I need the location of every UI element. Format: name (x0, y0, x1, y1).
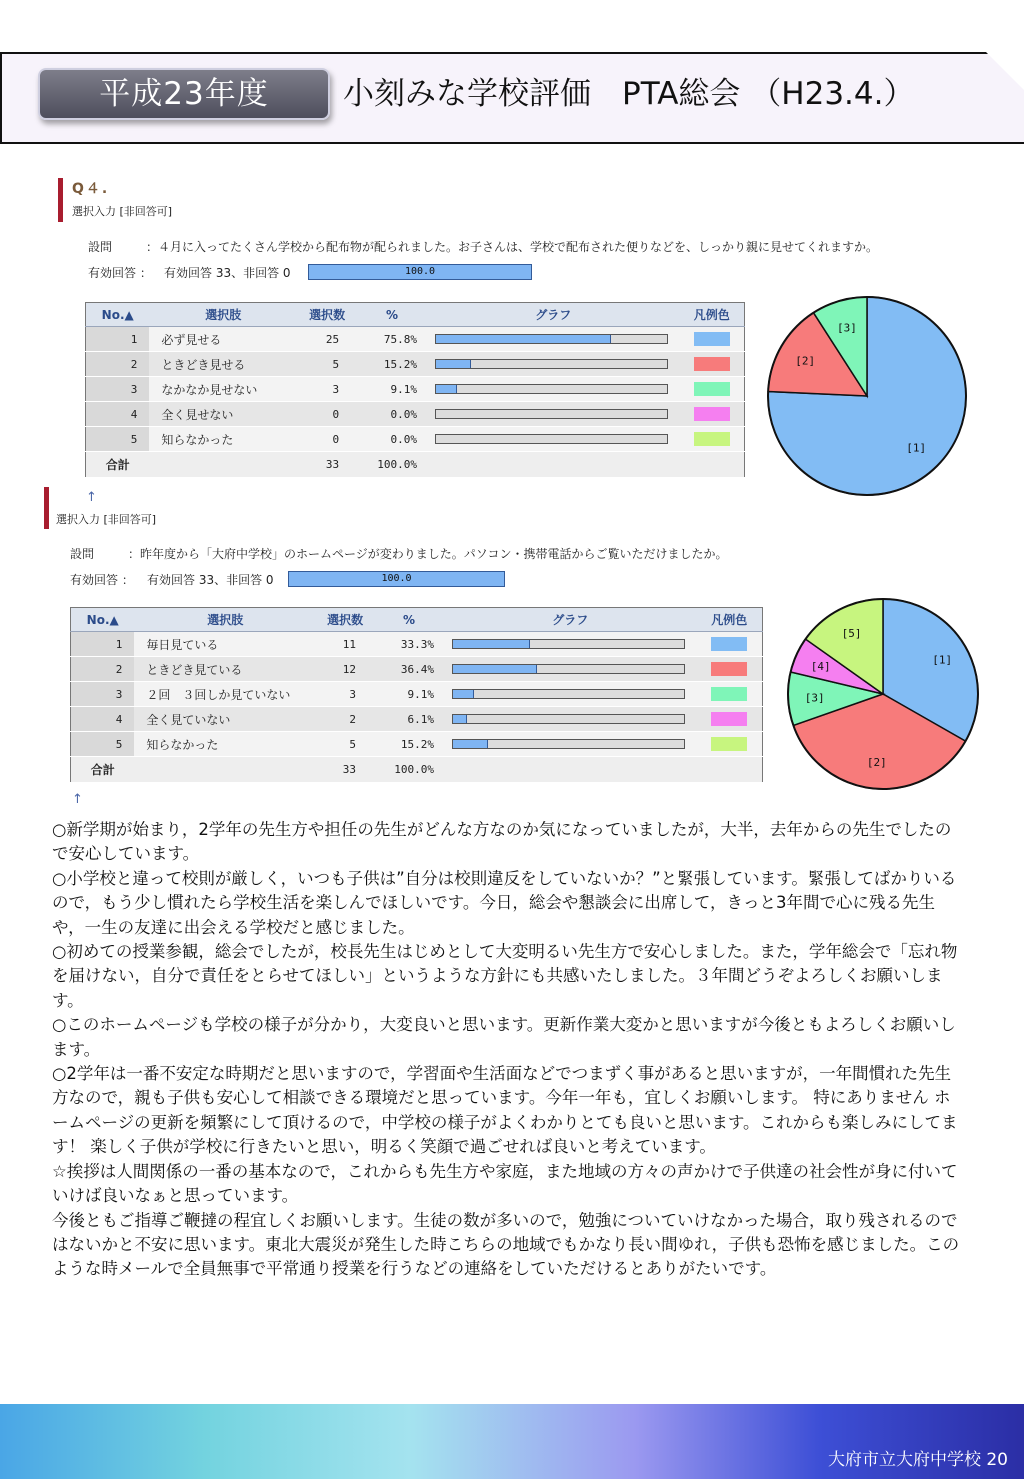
row-no: 3 (71, 682, 135, 707)
total-label: 合計 (86, 452, 150, 478)
row-choice: 毎日見ている (134, 632, 316, 657)
comment-paragraph: ○小学校と違って校則が厳しく，いつも子供は”自分は校則違反をしていないか？”と緊張しています。緊張してばかりいるので，もう少し慣れたら学校生活を楽しんでほしいです。今日，総会や懇談会に出席して，きっと3年間で心に残る先生や，一生の友達に出会える学校だと感じました。 (52, 868, 957, 937)
pie-label-3: [3] (804, 691, 825, 705)
row-legend (697, 632, 763, 657)
row-no: 5 (71, 732, 135, 757)
row-graph (444, 682, 697, 707)
graph-bar (452, 714, 685, 724)
row-graph (444, 632, 697, 657)
col-count-header[interactable]: 選択数 (316, 608, 374, 632)
row-no: 4 (71, 707, 135, 732)
graph-bar-fill (436, 385, 457, 393)
row-percent: 33.3% (374, 632, 444, 657)
parent-comments (52, 818, 964, 1282)
q2-valid-bar: 100.0 (288, 571, 505, 587)
table-row (86, 377, 745, 402)
q1-result-table (85, 302, 745, 478)
year-badge: 平成23年度 (38, 68, 330, 120)
col-graph-header: グラフ (444, 608, 697, 632)
pie-label-1: [1] (906, 441, 927, 455)
comment-paragraph: ○このホームページも学校の様子が分かり，大変良いと思います。更新作業大変かと思いますが今後ともよろしくお願いします。 (52, 1015, 956, 1059)
legend-swatch (694, 382, 730, 396)
row-count: 3 (316, 682, 374, 707)
row-choice: 必ず見せる (149, 327, 297, 352)
total-count: 33 (316, 757, 374, 783)
row-graph (427, 402, 680, 427)
row-no: 2 (71, 657, 135, 682)
q1-question-label: 設問 (88, 240, 113, 254)
col-no-header[interactable]: No.▲ (71, 608, 135, 632)
graph-bar-fill (453, 690, 474, 698)
col-choice-header[interactable]: 選択肢 (149, 303, 297, 327)
row-graph (427, 352, 680, 377)
pie-label-2: [2] (866, 756, 887, 770)
total-empty (444, 757, 697, 783)
q2-back-to-top-arrow[interactable]: ↑ (72, 792, 83, 807)
pie-label-5: [5] (841, 627, 862, 641)
total-percent: 100.0% (357, 452, 427, 478)
legend-swatch (711, 687, 747, 701)
row-choice: ときどき見ている (134, 657, 316, 682)
q1-number: Q４. (72, 181, 110, 197)
q1-back-to-top-arrow[interactable]: ↑ (86, 490, 97, 505)
table-row (71, 657, 763, 682)
graph-bar (452, 639, 685, 649)
col-legend-header: 凡例色 (680, 303, 745, 327)
pie-label-1: [1] (932, 653, 953, 667)
col-pct-header[interactable]: % (374, 608, 444, 632)
row-count: 0 (297, 427, 357, 452)
row-percent: 15.2% (357, 352, 427, 377)
table-header-row (86, 303, 745, 327)
col-choice-header[interactable]: 選択肢 (134, 608, 316, 632)
total-empty (427, 452, 680, 478)
row-count: 2 (316, 707, 374, 732)
row-legend (680, 352, 745, 377)
q2-marker-bar (44, 487, 49, 529)
footer-band (0, 1404, 1024, 1479)
pie-label-2: [2] (795, 354, 816, 368)
comment-paragraph: 今後ともご指導ご鞭撻の程宜しくお願いします。生徒の数が多いので，勉強についていけなかった場合，取り残されるのではないかと不安に思います。東北大震災が発生した時こちらの地域でもかなり長い間ゆれ，子供も恐怖を感じました。このような時メールで全員無事で平常通り授業を行うなどの連絡をしていただけるとありがたいです。 (52, 1210, 960, 1279)
q2-valid-text: 有効回答 33、非回答 0 (147, 573, 274, 587)
row-legend (697, 682, 763, 707)
row-choice: ときどき見せる (149, 352, 297, 377)
pie-label-3: [3] (836, 321, 857, 335)
legend-swatch (694, 357, 730, 371)
q1-valid-label: 有効回答 ： (88, 266, 152, 280)
total-count: 33 (297, 452, 357, 478)
table-row (86, 402, 745, 427)
row-legend (697, 707, 763, 732)
legend-swatch (694, 407, 730, 421)
col-graph-header: グラフ (427, 303, 680, 327)
col-count-header[interactable]: 選択数 (297, 303, 357, 327)
graph-bar-fill (436, 335, 611, 343)
q1-question: ：４月に入ってたくさん学校から配布物が配られました。お子さんは、学校で配布された便りなどを、しっかり親に見せてくれますか。 (146, 240, 879, 254)
q1-type: 選択入力 [非回答可] (72, 205, 173, 218)
col-pct-header[interactable]: % (357, 303, 427, 327)
row-graph (444, 732, 697, 757)
header-banner (0, 52, 1024, 144)
graph-bar (435, 359, 668, 369)
row-count: 3 (297, 377, 357, 402)
q1-pie-chart (764, 293, 970, 499)
graph-bar (435, 409, 668, 419)
row-legend (680, 377, 745, 402)
graph-bar (452, 664, 685, 674)
table-total-row (71, 757, 763, 783)
col-no-header[interactable]: No.▲ (86, 303, 150, 327)
row-count: 5 (297, 352, 357, 377)
row-choice: なかなか見せない (149, 377, 297, 402)
row-choice: 知らなかった (134, 732, 316, 757)
comment-paragraph: ○初めての授業参観，総会でしたが，校長先生はじめとして大変明るい先生方で安心しました。また，学年総会で「忘れ物を届けない，自分で責任をとらせてほしい」というような方針にも共感いたしました。３年間どうぞよろしくお願いします。 (52, 942, 958, 1010)
legend-swatch (711, 662, 747, 676)
graph-bar-fill (453, 740, 488, 748)
row-choice: 知らなかった (149, 427, 297, 452)
q2-question: ：昨年度から「大府中学校」のホームページが変わりました。パソコン・携帯電話からご覧いただけましたか。 (128, 547, 728, 561)
q2-result-table (70, 607, 763, 783)
col-legend-header: 凡例色 (697, 608, 763, 632)
legend-swatch (711, 737, 747, 751)
q2-pie-chart (782, 596, 984, 792)
legend-swatch (711, 712, 747, 726)
footer-school-page: 大府市立大府中学校 20 (827, 1450, 1008, 1470)
total-empty (134, 757, 316, 783)
q2-type: 選択入力 [非回答可] (56, 513, 157, 526)
row-no: 4 (86, 402, 150, 427)
q1-marker-bar (58, 178, 63, 222)
row-percent: 15.2% (374, 732, 444, 757)
row-legend (697, 657, 763, 682)
row-no: 5 (86, 427, 150, 452)
q2-question-label: 設問 (70, 547, 95, 561)
legend-swatch (711, 637, 747, 651)
total-label: 合計 (71, 757, 135, 783)
total-empty (149, 452, 297, 478)
graph-bar (435, 434, 668, 444)
row-graph (427, 427, 680, 452)
row-percent: 0.0% (357, 427, 427, 452)
total-empty (697, 757, 763, 783)
comment-paragraph: ○新学期が始まり，2学年の先生方や担任の先生がどんな方なのか気になっていましたが，大半，去年からの先生でしたので安心しています。 (52, 820, 952, 864)
table-row (71, 707, 763, 732)
table-row (86, 327, 745, 352)
header-corner-cut (986, 52, 1024, 92)
row-no: 1 (86, 327, 150, 352)
legend-swatch (694, 332, 730, 346)
page-title: 小刻みな学校評価 PTA総会 （H23.4.） (343, 76, 915, 112)
q2-valid-label: 有効回答 ： (70, 573, 134, 587)
table-row (86, 427, 745, 452)
row-graph (427, 377, 680, 402)
row-count: 11 (316, 632, 374, 657)
graph-bar-fill (453, 665, 537, 673)
comment-paragraph: ○2学年は一番不安定な時期だと思いますので，学習面や生活面などでつまずく事があると思いますが，一年間慣れた先生方なので，親も子供も安心して相談できる環境だと思っています。今年一年も，宜しくお願いします。 特にありません ホームページの更新を頻繁にして頂けるので，中学校の様子がよくわかりとても良いと思います。これからも楽しみにしてます！ 楽しく子供が学校に行きたいと思い，明るく笑顔で過ごせれば良いと考えています。 (52, 1064, 958, 1157)
row-percent: 9.1% (374, 682, 444, 707)
graph-bar-fill (436, 360, 471, 368)
row-choice: ２回 ３回しか見ていない (134, 682, 316, 707)
row-percent: 9.1% (357, 377, 427, 402)
q1-valid-text: 有効回答 33、非回答 0 (164, 266, 291, 280)
table-row (71, 682, 763, 707)
graph-bar-fill (453, 640, 530, 648)
row-legend (697, 732, 763, 757)
table-row (86, 352, 745, 377)
graph-bar-fill (453, 715, 467, 723)
row-graph (427, 327, 680, 352)
row-percent: 36.4% (374, 657, 444, 682)
row-percent: 6.1% (374, 707, 444, 732)
graph-bar (452, 739, 685, 749)
table-total-row (86, 452, 745, 478)
row-choice: 全く見せない (149, 402, 297, 427)
legend-swatch (694, 432, 730, 446)
graph-bar (435, 384, 668, 394)
row-count: 0 (297, 402, 357, 427)
row-legend (680, 402, 745, 427)
q1-valid-bar: 100.0 (308, 264, 532, 280)
row-percent: 75.8% (357, 327, 427, 352)
row-graph (444, 707, 697, 732)
table-row (71, 732, 763, 757)
graph-bar (435, 334, 668, 344)
row-count: 25 (297, 327, 357, 352)
comment-paragraph: ☆挨拶は人間関係の一番の基本なので，これからも先生方や家庭，また地域の方々の声かけで子供達の社会性が身に付いていけば良いなぁと思っています。 (52, 1161, 958, 1206)
table-header-row (71, 608, 763, 632)
row-no: 1 (71, 632, 135, 657)
row-legend (680, 327, 745, 352)
row-no: 3 (86, 377, 150, 402)
table-row (71, 632, 763, 657)
row-graph (444, 657, 697, 682)
row-choice: 全く見ていない (134, 707, 316, 732)
row-no: 2 (86, 352, 150, 377)
total-empty (680, 452, 745, 478)
row-count: 5 (316, 732, 374, 757)
total-percent: 100.0% (374, 757, 444, 783)
row-legend (680, 427, 745, 452)
graph-bar (452, 689, 685, 699)
row-count: 12 (316, 657, 374, 682)
pie-label-4: [4] (810, 659, 831, 673)
row-percent: 0.0% (357, 402, 427, 427)
